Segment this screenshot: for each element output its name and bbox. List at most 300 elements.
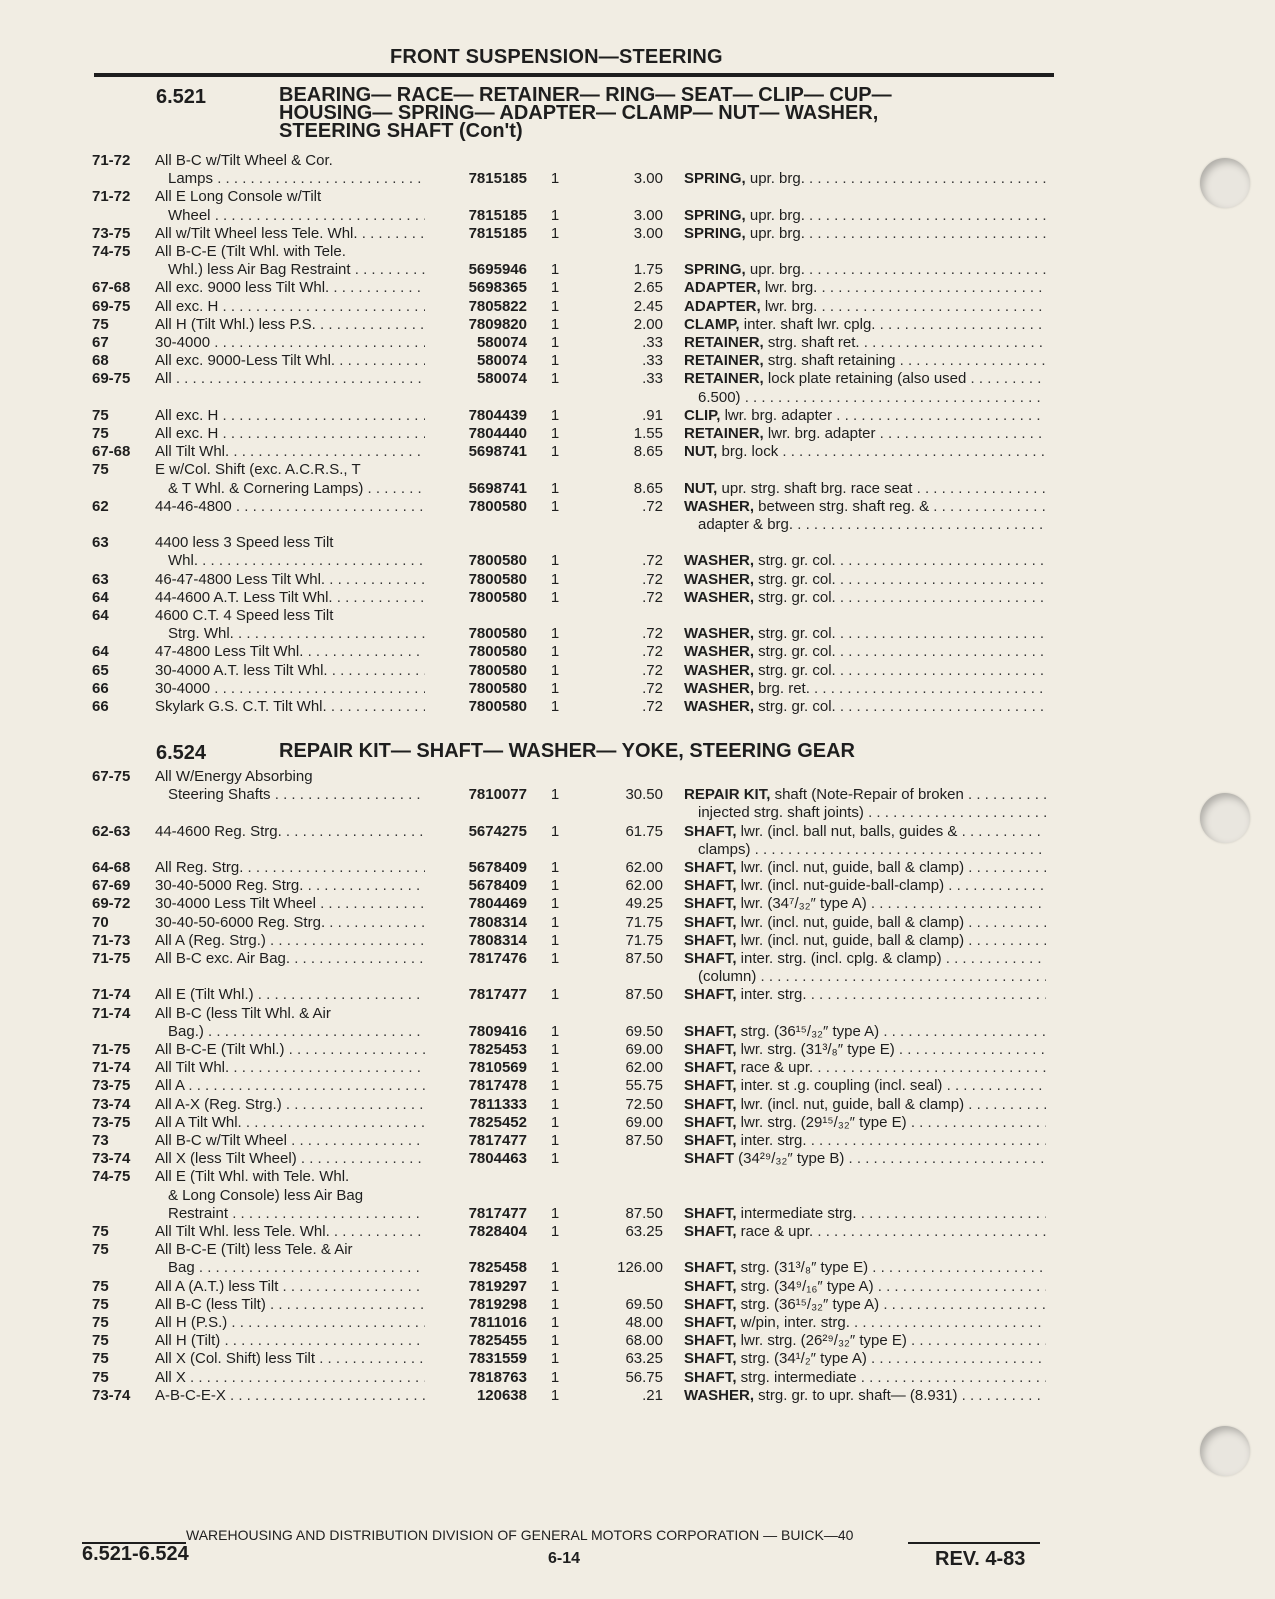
table-row [0,1369,1275,1387]
table-row [0,334,1275,352]
part-name: SHAFT, [684,1332,737,1350]
model-years: 75 [92,315,109,333]
model-years: 73 [92,1132,109,1149]
part-number: 580074 [476,370,527,388]
part-detail: (column) [698,968,757,986]
model-years: 68 [92,352,109,370]
part-detail: lwr. strg. (26²⁹/₃₂″ type E) [736,1332,907,1350]
price: 8.65 [633,443,663,461]
quantity: 1 [550,588,560,606]
part-description [684,261,1046,279]
part-detail: lwr. brg. adapter [720,406,833,424]
part-description [684,804,1046,822]
part-number: 7809416 [468,1022,527,1040]
part-description [684,968,1046,986]
model-years: 65 [92,661,109,679]
part-number: 7808314 [468,931,527,949]
application: All B-C-E (Tilt) less Tele. & Air [155,1241,353,1259]
table-row [0,859,1275,877]
table-row [0,804,1275,822]
model-years: 74-75 [92,243,131,260]
application: All B-C exc. Air Bag. . . . [155,950,425,968]
part-description [684,786,1046,804]
quantity: 1 [550,406,560,424]
price: 62.00 [625,877,663,895]
price: 71.75 [625,913,663,931]
price: 69.50 [625,1022,663,1040]
table-row [0,152,1275,170]
quantity: 1 [550,1041,560,1058]
price: 68.00 [625,1332,663,1350]
quantity: 1 [550,570,560,588]
table-row [0,1350,1275,1368]
part-number: 7828404 [468,1223,527,1240]
application: Bag.) . . . [155,1023,425,1041]
price: .72 [642,570,663,588]
part-name: WASHER, [684,1386,755,1404]
model-years: 67-75 [92,768,131,785]
part-number: 7811333 [469,1095,527,1113]
model-years: 73-74 [92,1150,131,1168]
quantity: 1 [550,1295,560,1313]
model-years: 73-75 [92,1077,131,1095]
part-name: WASHER, [684,698,755,715]
table-row [0,480,1275,498]
application: Skylark G.S. C.T. Tilt Whl. . . . [155,698,425,716]
model-years: 66 [92,679,109,697]
table-row [0,680,1275,698]
model-years: 63 [92,534,109,552]
table-row [0,1132,1275,1150]
part-detail: lwr. (34⁷/₃₂″ type A) [736,895,867,913]
price: 69.00 [625,1113,663,1131]
table-row [0,425,1275,443]
footer-rule-right [908,1542,1040,1544]
price: 87.50 [625,950,663,967]
part-number: 7815185 [468,206,527,224]
price: .72 [642,497,663,515]
quantity: 1 [550,1022,560,1040]
part-name: WASHER, [684,679,755,697]
model-years: 67-69 [92,877,131,895]
part-detail: shaft (Note-Repair of broken [770,786,964,804]
quantity: 1 [550,679,560,697]
model-years: 71-72 [92,188,131,206]
model-years: 75 [92,461,109,479]
application: 30-4000 . . . [155,334,425,352]
application: 30-4000 Less Tilt Wheel . . . [155,895,425,913]
part-description [684,1332,1046,1350]
price: 69.00 [625,1041,663,1058]
part-detail: strg. gr. col. [754,698,836,715]
part-name: SHAFT, [684,1223,737,1240]
part-name: WASHER, [684,588,755,606]
quantity: 1 [550,877,560,895]
part-name: SHAFT, [684,1295,737,1313]
model-years: 71-75 [92,950,131,967]
price: .72 [642,588,663,606]
part-name: SHAFT, [684,931,737,949]
price: 87.50 [625,1132,663,1149]
part-name: ADAPTER, [684,279,761,297]
section-number: 6.524 [156,742,207,764]
part-description [684,1023,1046,1041]
table-row [0,1168,1275,1186]
part-description [684,389,1046,407]
table-row [0,534,1275,552]
price: .91 [642,406,663,424]
table-row [0,698,1275,716]
table-row [0,643,1275,661]
part-detail: race & upr. [736,1223,814,1240]
table-row [0,170,1275,188]
table-row [0,1296,1275,1314]
price: 61.75 [625,822,663,840]
application: All B-C-E (Tilt Whl. with Tele. [155,243,346,260]
quantity: 1 [550,1277,560,1295]
part-description [684,1059,1046,1077]
table-row [0,1223,1275,1241]
footer-revision: REV. 4-83 [935,1548,1026,1570]
price: .33 [642,370,663,388]
model-years: 75 [92,1277,109,1295]
part-detail: lock plate retaining (also used [763,370,967,388]
application: 30-4000 . . . [155,680,425,698]
part-description [684,498,1046,516]
part-number: 7804463 [468,1150,527,1168]
section-title-line: STEERING SHAFT (Con't) [279,120,523,142]
part-description [684,170,1046,188]
quantity: 1 [550,643,560,661]
part-number: 120638 [476,1386,527,1404]
model-years: 75 [92,1368,109,1386]
application: All exc. 9000 less Tilt Whl. . . . [155,279,425,297]
quantity: 1 [550,497,560,515]
part-name: RETAINER, [684,425,764,442]
part-detail: (34²⁹/₃₂″ type B) [734,1150,845,1168]
part-number: 7800580 [468,661,527,679]
model-years: 75 [92,1295,109,1313]
price: 1.55 [633,425,663,442]
table-row [0,914,1275,932]
price: .72 [642,698,663,715]
section-title-line: HOUSING— SPRING— ADAPTER— CLAMP— NUT— WASHER, [279,102,879,124]
part-detail: inter. strg. [736,1132,807,1149]
table-row [0,461,1275,479]
quantity: 1 [550,170,560,188]
part-detail: strg. gr. col. [754,570,836,588]
part-description [684,841,1046,859]
part-number: 5674275 [468,822,527,840]
part-description [684,225,1046,243]
part-name: SHAFT, [684,1204,737,1222]
table-row [0,1187,1275,1205]
part-name: SHAFT, [684,895,737,913]
part-number: 7819298 [468,1295,527,1313]
model-years: 73-75 [92,1113,131,1131]
section-title-line: BEARING— RACE— RETAINER— RING— SEAT— CLIP— CUP— [279,84,892,106]
table-row [0,1059,1275,1077]
application: All exc. H . . . [155,407,425,425]
quantity: 1 [550,297,560,315]
part-description [684,571,1046,589]
part-detail: strg. gr. col. [754,588,836,606]
table-row [0,625,1275,643]
part-description [684,1150,1046,1168]
part-number: 7817477 [468,986,527,1004]
part-number: 7817478 [468,1077,527,1095]
application: All E (Tilt Whl.) . . . [155,986,425,1004]
part-name: RETAINER, [684,352,764,370]
application: 30-40-5000 Reg. Strg. . . . [155,877,425,895]
part-number: 7825455 [468,1332,527,1350]
model-years: 66 [92,698,109,715]
binder-hole-bottom [1200,1426,1250,1476]
quantity: 1 [550,1259,560,1277]
part-detail: lwr. strg. (29¹⁵/₃₂″ type E) [736,1113,907,1131]
part-name: SHAFT, [684,950,737,967]
table-row [0,207,1275,225]
part-name: SHAFT, [684,1113,737,1131]
price: 3.00 [633,224,663,242]
model-years: 64-68 [92,859,131,876]
part-description [684,625,1046,643]
part-name: SHAFT, [684,1259,737,1277]
application: All X (Col. Shift) less Tilt . . . [155,1350,425,1368]
application: All B-C (less Tilt Whl. & Air [155,1004,331,1022]
part-description [684,950,1046,968]
part-number: 7800580 [468,588,527,606]
part-detail: inter. shaft lwr. cplg. [739,315,876,333]
table-row [0,768,1275,786]
model-years: 69-75 [92,297,131,315]
application: All H (Tilt) . . . [155,1332,425,1350]
part-number: 7817477 [468,1132,527,1149]
part-name: SHAFT, [684,1314,737,1331]
part-detail: inter. strg. (incl. cplg. & clamp) [736,950,942,967]
part-name: SPRING, [684,206,746,224]
part-description [684,1314,1046,1332]
part-number: 5698365 [468,279,527,297]
part-number: 7800580 [468,643,527,661]
part-detail: inter. strg. [736,986,807,1004]
part-name: SPRING, [684,261,746,279]
part-number: 7800580 [468,552,527,570]
table-row [0,225,1275,243]
part-number: 7810077 [468,786,527,804]
quantity: 1 [550,1150,560,1168]
application: All A Tilt Whl. . . . [155,1114,425,1132]
quantity: 1 [550,425,560,442]
part-detail: lwr. (incl. nut, guide, ball & clamp) [736,859,965,876]
part-number: 7804469 [468,895,527,913]
model-years: 64 [92,607,109,624]
quantity: 1 [550,315,560,333]
part-detail: strg. gr. col. [754,552,836,570]
quantity: 1 [550,895,560,913]
part-name: SHAFT, [684,913,737,931]
price: 69.50 [625,1295,663,1313]
application: A-B-C-E-X . . . [155,1387,425,1405]
model-years: 71-74 [92,1004,131,1022]
application: All exc. 9000-Less Tilt Whl. . . . [155,352,425,370]
quantity: 1 [550,1113,560,1131]
header-rule [94,73,1054,77]
quantity: 1 [550,786,560,804]
price: .72 [642,661,663,679]
application: All Tilt Whl. . . . [155,1059,425,1077]
part-number: 7825453 [468,1041,527,1058]
part-detail: strg. (34¹/₂″ type A) [736,1350,867,1368]
application: All H (P.S.) . . . [155,1314,425,1332]
quantity: 1 [550,986,560,1004]
part-number: 7815185 [468,224,527,242]
application: All H (Tilt Whl.) less P.S. . . . [155,316,425,334]
part-name: SHAFT, [684,1022,737,1040]
part-name: SHAFT, [684,1350,737,1368]
part-description [684,986,1046,1004]
table-row [0,1387,1275,1405]
part-description [684,877,1046,895]
model-years: 62-63 [92,822,131,840]
part-name: SHAFT, [684,1368,737,1386]
price: 87.50 [625,986,663,1004]
table-row [0,1241,1275,1259]
part-name: SHAFT, [684,859,737,876]
table-row [0,1278,1275,1296]
part-description [684,589,1046,607]
part-detail: strg. shaft retaining [763,352,896,370]
quantity: 1 [550,334,560,351]
table-row [0,877,1275,895]
quantity: 1 [550,206,560,224]
price: .33 [642,352,663,370]
table-row [0,1205,1275,1223]
price: 87.50 [625,1204,663,1222]
part-detail: clamps) [698,840,751,858]
part-name: SHAFT, [684,1132,737,1149]
part-name: REPAIR KIT, [684,786,771,804]
part-name: SHAFT, [684,1077,737,1095]
price: 3.00 [633,170,663,188]
quantity: 1 [550,552,560,570]
quantity: 1 [550,1095,560,1113]
table-row [0,1114,1275,1132]
table-row [0,188,1275,206]
part-name: SHAFT, [684,1095,737,1113]
part-detail: lwr. (incl. nut, guide, ball & clamp) [736,931,965,949]
application: All B-C w/Tilt Wheel & Cor. [155,152,333,169]
table-row [0,443,1275,461]
application: All w/Tilt Wheel less Tele. Whl. . . . [155,225,425,243]
part-name: WASHER, [684,570,755,588]
part-name: SHAFT [684,1150,734,1168]
price: 71.75 [625,931,663,949]
part-number: 7809820 [468,315,527,333]
quantity: 1 [550,822,560,840]
model-years: 67 [92,334,109,351]
application: All exc. H . . . [155,298,425,316]
application: All Reg. Strg. . . . [155,859,425,877]
part-detail: lwr. brg. adapter [763,425,876,442]
application: All E (Tilt Whl. with Tele. Whl. [155,1168,350,1186]
price: .72 [642,625,663,643]
part-description [684,370,1046,388]
part-description [684,279,1046,297]
price: 72.50 [625,1095,663,1113]
model-years: 62 [92,497,109,515]
part-name: WASHER, [684,661,755,679]
application: All E Long Console w/Tilt [155,188,322,206]
application: Whl.) less Air Bag Restraint . . . [155,261,425,279]
part-description [684,552,1046,570]
table-row [0,589,1275,607]
quantity: 1 [550,950,560,967]
model-years: 74-75 [92,1168,131,1186]
part-number: 580074 [476,352,527,370]
part-number: 5695946 [468,261,527,279]
quantity: 1 [550,859,560,876]
part-number: 5698741 [468,479,527,497]
quantity: 1 [550,479,560,497]
table-row [0,607,1275,625]
price: 56.75 [625,1368,663,1386]
application: All W/Energy Absorbing [155,768,313,785]
part-number: 7818763 [468,1368,527,1386]
part-detail: w/pin, inter. strg. [736,1314,850,1331]
part-number: 7800580 [468,698,527,715]
application: All Tilt Whl. less Tele. Whl. . . . [155,1223,425,1241]
table-row [0,895,1275,913]
table-row [0,407,1275,425]
quantity: 1 [550,261,560,279]
part-detail: lwr. (incl. nut-guide-ball-clamp) [736,877,945,895]
footer-page-number: 6-14 [548,1550,581,1567]
application: Restraint . . . [155,1205,425,1223]
part-description [684,1132,1046,1150]
table-row [0,352,1275,370]
part-number: 7800580 [468,679,527,697]
part-description [684,932,1046,950]
table-row [0,662,1275,680]
table-row [0,571,1275,589]
table-row [0,786,1275,804]
quantity: 1 [550,279,560,297]
quantity: 1 [550,1350,560,1368]
quantity: 1 [550,1204,560,1222]
part-name: RETAINER, [684,370,764,388]
part-name: CLAMP, [684,315,740,333]
table-row [0,1096,1275,1114]
part-detail: inter. st .g. coupling (incl. seal) [736,1077,943,1095]
part-number: 7831559 [468,1350,527,1368]
quantity: 1 [550,625,560,643]
part-detail: strg. (36¹⁵/₃₂″ type A) [736,1022,880,1040]
part-number: 5698741 [468,443,527,461]
table-row [0,950,1275,968]
table-row [0,370,1275,388]
quantity: 1 [550,698,560,715]
model-years: 63 [92,570,109,588]
part-description [684,1205,1046,1223]
application: 44-4600 Reg. Strg. . . . [155,823,425,841]
footer-division: WAREHOUSING AND DISTRIBUTION DIVISION OF GENERAL MOTORS CORPORATION — BUICK—40 [186,1527,854,1543]
application: 30-40-50-6000 Reg. Strg. . . . [155,914,425,932]
part-number: 7805822 [468,297,527,315]
part-number: 7811016 [469,1314,527,1331]
part-name: WASHER, [684,625,755,643]
part-detail: strg. gr. to upr. shaft— (8.931) [754,1386,958,1404]
